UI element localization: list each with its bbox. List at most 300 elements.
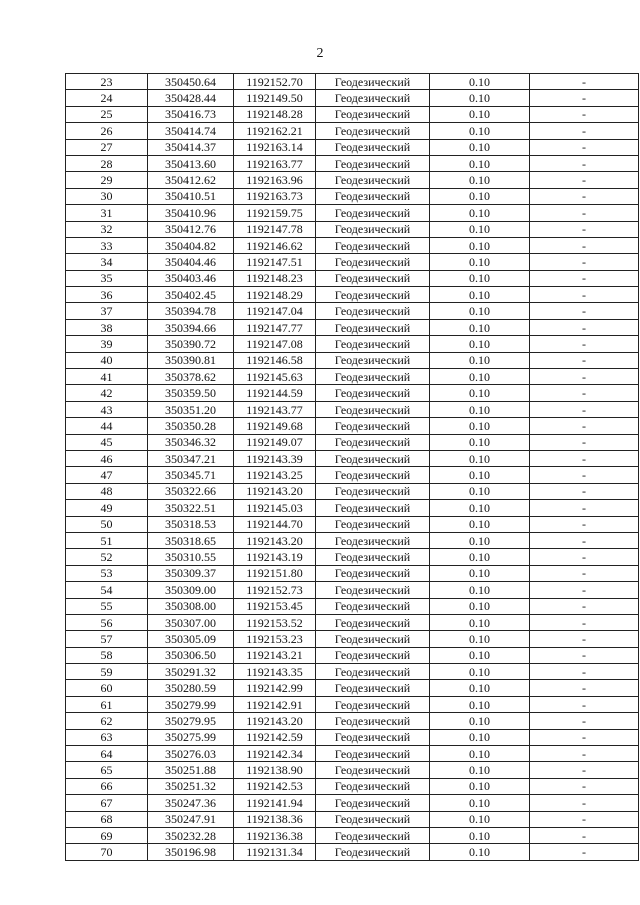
x-coordinate-cell: 350276.03: [148, 746, 234, 762]
x-coordinate-cell: 350410.51: [148, 188, 234, 204]
description-cell: -: [530, 221, 639, 237]
y-coordinate-cell: 1192162.21: [234, 123, 316, 139]
y-coordinate-cell: 1192159.75: [234, 205, 316, 221]
point-number-cell: 60: [66, 680, 148, 696]
y-coordinate-cell: 1192144.70: [234, 516, 316, 532]
x-coordinate-cell: 350414.37: [148, 139, 234, 155]
point-number-cell: 36: [66, 287, 148, 303]
accuracy-cell: 0.10: [430, 270, 530, 286]
table-row: [66, 205, 639, 221]
x-coordinate-cell: 350428.44: [148, 90, 234, 106]
point-number-cell: 23: [66, 74, 148, 90]
x-coordinate-cell: 350196.98: [148, 844, 234, 860]
point-number-cell: 28: [66, 155, 148, 171]
y-coordinate-cell: 1192152.70: [234, 74, 316, 90]
x-coordinate-cell: 350251.88: [148, 762, 234, 778]
description-cell: -: [530, 467, 639, 483]
x-coordinate-cell: 350307.00: [148, 614, 234, 630]
point-number-cell: 51: [66, 532, 148, 548]
accuracy-cell: 0.10: [430, 303, 530, 319]
accuracy-cell: 0.10: [430, 795, 530, 811]
x-coordinate-cell: 350347.21: [148, 450, 234, 466]
description-cell: -: [530, 729, 639, 745]
y-coordinate-cell: 1192143.19: [234, 549, 316, 565]
description-cell: -: [530, 237, 639, 253]
x-coordinate-cell: 350309.37: [148, 565, 234, 581]
point-number-cell: 58: [66, 647, 148, 663]
x-coordinate-cell: 350410.96: [148, 205, 234, 221]
method-cell: Геодезический: [316, 598, 430, 614]
x-coordinate-cell: 350279.99: [148, 696, 234, 712]
description-cell: -: [530, 696, 639, 712]
y-coordinate-cell: 1192141.94: [234, 795, 316, 811]
description-cell: -: [530, 369, 639, 385]
method-cell: Геодезический: [316, 385, 430, 401]
point-number-cell: 26: [66, 123, 148, 139]
description-cell: -: [530, 90, 639, 106]
method-cell: Геодезический: [316, 696, 430, 712]
table-row: [66, 90, 639, 106]
accuracy-cell: 0.10: [430, 205, 530, 221]
method-cell: Геодезический: [316, 778, 430, 794]
accuracy-cell: 0.10: [430, 516, 530, 532]
method-cell: Геодезический: [316, 844, 430, 860]
x-coordinate-cell: 350280.59: [148, 680, 234, 696]
accuracy-cell: 0.10: [430, 434, 530, 450]
table-row: [66, 418, 639, 434]
method-cell: Геодезический: [316, 483, 430, 499]
table-row: [66, 614, 639, 630]
method-cell: Геодезический: [316, 155, 430, 171]
table-row: [66, 713, 639, 729]
x-coordinate-cell: 350308.00: [148, 598, 234, 614]
point-number-cell: 65: [66, 762, 148, 778]
y-coordinate-cell: 1192143.20: [234, 713, 316, 729]
method-cell: Геодезический: [316, 647, 430, 663]
x-coordinate-cell: 350403.46: [148, 270, 234, 286]
accuracy-cell: 0.10: [430, 746, 530, 762]
y-coordinate-cell: 1192147.04: [234, 303, 316, 319]
accuracy-cell: 0.10: [430, 631, 530, 647]
table-row: [66, 680, 639, 696]
point-number-cell: 43: [66, 401, 148, 417]
accuracy-cell: 0.10: [430, 664, 530, 680]
x-coordinate-cell: 350378.62: [148, 369, 234, 385]
method-cell: Геодезический: [316, 532, 430, 548]
method-cell: Геодезический: [316, 336, 430, 352]
table-row: [66, 532, 639, 548]
table-row: [66, 336, 639, 352]
method-cell: Геодезический: [316, 664, 430, 680]
description-cell: -: [530, 205, 639, 221]
accuracy-cell: 0.10: [430, 827, 530, 843]
y-coordinate-cell: 1192142.59: [234, 729, 316, 745]
description-cell: -: [530, 516, 639, 532]
y-coordinate-cell: 1192143.25: [234, 467, 316, 483]
description-cell: -: [530, 401, 639, 417]
accuracy-cell: 0.10: [430, 188, 530, 204]
description-cell: -: [530, 647, 639, 663]
x-coordinate-cell: 350350.28: [148, 418, 234, 434]
table-row: [66, 746, 639, 762]
table-row: [66, 254, 639, 270]
accuracy-cell: 0.10: [430, 778, 530, 794]
table-row: [66, 155, 639, 171]
y-coordinate-cell: 1192143.21: [234, 647, 316, 663]
table-row: [66, 139, 639, 155]
description-cell: -: [530, 254, 639, 270]
point-number-cell: 40: [66, 352, 148, 368]
table-row: [66, 582, 639, 598]
page-number: 2: [316, 46, 324, 61]
accuracy-cell: 0.10: [430, 401, 530, 417]
method-cell: Геодезический: [316, 582, 430, 598]
point-number-cell: 24: [66, 90, 148, 106]
method-cell: Геодезический: [316, 352, 430, 368]
accuracy-cell: 0.10: [430, 352, 530, 368]
x-coordinate-cell: 350247.36: [148, 795, 234, 811]
y-coordinate-cell: 1192142.91: [234, 696, 316, 712]
point-number-cell: 50: [66, 516, 148, 532]
method-cell: Геодезический: [316, 450, 430, 466]
x-coordinate-cell: 350232.28: [148, 827, 234, 843]
description-cell: -: [530, 680, 639, 696]
point-number-cell: 44: [66, 418, 148, 434]
point-number-cell: 49: [66, 500, 148, 516]
y-coordinate-cell: 1192142.99: [234, 680, 316, 696]
point-number-cell: 27: [66, 139, 148, 155]
description-cell: -: [530, 385, 639, 401]
y-coordinate-cell: 1192147.08: [234, 336, 316, 352]
point-number-cell: 46: [66, 450, 148, 466]
accuracy-cell: 0.10: [430, 139, 530, 155]
description-cell: -: [530, 598, 639, 614]
description-cell: -: [530, 614, 639, 630]
method-cell: Геодезический: [316, 631, 430, 647]
method-cell: Геодезический: [316, 614, 430, 630]
y-coordinate-cell: 1192146.62: [234, 237, 316, 253]
accuracy-cell: 0.10: [430, 549, 530, 565]
table-row: [66, 467, 639, 483]
accuracy-cell: 0.10: [430, 762, 530, 778]
point-number-cell: 31: [66, 205, 148, 221]
table-row: [66, 123, 639, 139]
y-coordinate-cell: 1192163.77: [234, 155, 316, 171]
description-cell: -: [530, 811, 639, 827]
x-coordinate-cell: 350402.45: [148, 287, 234, 303]
point-number-cell: 42: [66, 385, 148, 401]
method-cell: Геодезический: [316, 713, 430, 729]
y-coordinate-cell: 1192147.78: [234, 221, 316, 237]
x-coordinate-cell: 350450.64: [148, 74, 234, 90]
x-coordinate-cell: 350394.78: [148, 303, 234, 319]
method-cell: Геодезический: [316, 287, 430, 303]
table-row: [66, 106, 639, 122]
y-coordinate-cell: 1192153.52: [234, 614, 316, 630]
accuracy-cell: 0.10: [430, 483, 530, 499]
accuracy-cell: 0.10: [430, 74, 530, 90]
method-cell: Геодезический: [316, 205, 430, 221]
description-cell: -: [530, 319, 639, 335]
table-row: [66, 598, 639, 614]
x-coordinate-cell: 350247.91: [148, 811, 234, 827]
y-coordinate-cell: 1192153.45: [234, 598, 316, 614]
y-coordinate-cell: 1192142.53: [234, 778, 316, 794]
y-coordinate-cell: 1192145.03: [234, 500, 316, 516]
point-number-cell: 55: [66, 598, 148, 614]
description-cell: -: [530, 450, 639, 466]
description-cell: -: [530, 500, 639, 516]
accuracy-cell: 0.10: [430, 614, 530, 630]
x-coordinate-cell: 350322.66: [148, 483, 234, 499]
method-cell: Геодезический: [316, 500, 430, 516]
point-number-cell: 45: [66, 434, 148, 450]
x-coordinate-cell: 350309.00: [148, 582, 234, 598]
table-row: [66, 811, 639, 827]
method-cell: Геодезический: [316, 549, 430, 565]
accuracy-cell: 0.10: [430, 532, 530, 548]
x-coordinate-cell: 350305.09: [148, 631, 234, 647]
accuracy-cell: 0.10: [430, 385, 530, 401]
point-number-cell: 64: [66, 746, 148, 762]
table-row: [66, 778, 639, 794]
method-cell: Геодезический: [316, 434, 430, 450]
y-coordinate-cell: 1192138.90: [234, 762, 316, 778]
x-coordinate-cell: 350394.66: [148, 319, 234, 335]
table-row: [66, 188, 639, 204]
method-cell: Геодезический: [316, 729, 430, 745]
method-cell: Геодезический: [316, 811, 430, 827]
x-coordinate-cell: 350390.72: [148, 336, 234, 352]
table-row: [66, 450, 639, 466]
point-number-cell: 33: [66, 237, 148, 253]
y-coordinate-cell: 1192151.80: [234, 565, 316, 581]
accuracy-cell: 0.10: [430, 729, 530, 745]
description-cell: -: [530, 418, 639, 434]
description-cell: -: [530, 631, 639, 647]
description-cell: -: [530, 795, 639, 811]
accuracy-cell: 0.10: [430, 467, 530, 483]
method-cell: Геодезический: [316, 237, 430, 253]
accuracy-cell: 0.10: [430, 221, 530, 237]
description-cell: -: [530, 352, 639, 368]
method-cell: Геодезический: [316, 188, 430, 204]
y-coordinate-cell: 1192131.34: [234, 844, 316, 860]
accuracy-cell: 0.10: [430, 336, 530, 352]
table-row: [66, 696, 639, 712]
accuracy-cell: 0.10: [430, 696, 530, 712]
method-cell: Геодезический: [316, 762, 430, 778]
point-number-cell: 56: [66, 614, 148, 630]
description-cell: -: [530, 303, 639, 319]
point-number-cell: 48: [66, 483, 148, 499]
point-number-cell: 37: [66, 303, 148, 319]
point-number-cell: 25: [66, 106, 148, 122]
point-number-cell: 32: [66, 221, 148, 237]
method-cell: Геодезический: [316, 401, 430, 417]
table-row: [66, 270, 639, 286]
description-cell: -: [530, 270, 639, 286]
point-number-cell: 59: [66, 664, 148, 680]
table-row: [66, 565, 639, 581]
description-cell: -: [530, 565, 639, 581]
description-cell: -: [530, 827, 639, 843]
table-row: [66, 172, 639, 188]
accuracy-cell: 0.10: [430, 450, 530, 466]
method-cell: Геодезический: [316, 106, 430, 122]
table-row: [66, 287, 639, 303]
point-number-cell: 67: [66, 795, 148, 811]
description-cell: -: [530, 188, 639, 204]
point-number-cell: 62: [66, 713, 148, 729]
x-coordinate-cell: 350413.60: [148, 155, 234, 171]
table-row: [66, 369, 639, 385]
accuracy-cell: 0.10: [430, 319, 530, 335]
y-coordinate-cell: 1192163.96: [234, 172, 316, 188]
description-cell: -: [530, 287, 639, 303]
x-coordinate-cell: 350412.76: [148, 221, 234, 237]
x-coordinate-cell: 350404.82: [148, 237, 234, 253]
accuracy-cell: 0.10: [430, 598, 530, 614]
point-number-cell: 53: [66, 565, 148, 581]
y-coordinate-cell: 1192148.23: [234, 270, 316, 286]
x-coordinate-cell: 350414.74: [148, 123, 234, 139]
point-number-cell: 38: [66, 319, 148, 335]
x-coordinate-cell: 350404.46: [148, 254, 234, 270]
table-row: [66, 483, 639, 499]
y-coordinate-cell: 1192153.23: [234, 631, 316, 647]
y-coordinate-cell: 1192142.34: [234, 746, 316, 762]
table-row: [66, 827, 639, 843]
x-coordinate-cell: 350416.73: [148, 106, 234, 122]
description-cell: -: [530, 582, 639, 598]
point-number-cell: 47: [66, 467, 148, 483]
y-coordinate-cell: 1192147.77: [234, 319, 316, 335]
method-cell: Геодезический: [316, 467, 430, 483]
description-cell: -: [530, 139, 639, 155]
method-cell: Геодезический: [316, 418, 430, 434]
accuracy-cell: 0.10: [430, 254, 530, 270]
description-cell: -: [530, 483, 639, 499]
table-row: [66, 664, 639, 680]
y-coordinate-cell: 1192163.73: [234, 188, 316, 204]
accuracy-cell: 0.10: [430, 123, 530, 139]
table-row: [66, 237, 639, 253]
table-row: [66, 221, 639, 237]
table-row: [66, 352, 639, 368]
point-number-cell: 52: [66, 549, 148, 565]
x-coordinate-cell: 350279.95: [148, 713, 234, 729]
method-cell: Геодезический: [316, 303, 430, 319]
y-coordinate-cell: 1192149.50: [234, 90, 316, 106]
description-cell: -: [530, 434, 639, 450]
method-cell: Геодезический: [316, 565, 430, 581]
point-number-cell: 39: [66, 336, 148, 352]
y-coordinate-cell: 1192143.39: [234, 450, 316, 466]
y-coordinate-cell: 1192148.28: [234, 106, 316, 122]
x-coordinate-cell: 350345.71: [148, 467, 234, 483]
x-coordinate-cell: 350318.65: [148, 532, 234, 548]
description-cell: -: [530, 844, 639, 860]
point-number-cell: 35: [66, 270, 148, 286]
accuracy-cell: 0.10: [430, 155, 530, 171]
method-cell: Геодезический: [316, 172, 430, 188]
description-cell: -: [530, 106, 639, 122]
description-cell: -: [530, 778, 639, 794]
y-coordinate-cell: 1192143.35: [234, 664, 316, 680]
accuracy-cell: 0.10: [430, 90, 530, 106]
point-number-cell: 61: [66, 696, 148, 712]
point-number-cell: 41: [66, 369, 148, 385]
coordinates-table-body: [66, 74, 639, 861]
method-cell: Геодезический: [316, 90, 430, 106]
y-coordinate-cell: 1192143.20: [234, 532, 316, 548]
y-coordinate-cell: 1192145.63: [234, 369, 316, 385]
table-row: [66, 319, 639, 335]
accuracy-cell: 0.10: [430, 680, 530, 696]
table-row: [66, 303, 639, 319]
method-cell: Геодезический: [316, 516, 430, 532]
description-cell: -: [530, 762, 639, 778]
accuracy-cell: 0.10: [430, 369, 530, 385]
description-cell: -: [530, 172, 639, 188]
method-cell: Геодезический: [316, 680, 430, 696]
description-cell: -: [530, 336, 639, 352]
table-row: [66, 795, 639, 811]
accuracy-cell: 0.10: [430, 811, 530, 827]
accuracy-cell: 0.10: [430, 844, 530, 860]
method-cell: Геодезический: [316, 139, 430, 155]
accuracy-cell: 0.10: [430, 106, 530, 122]
point-number-cell: 70: [66, 844, 148, 860]
y-coordinate-cell: 1192163.14: [234, 139, 316, 155]
accuracy-cell: 0.10: [430, 172, 530, 188]
point-number-cell: 66: [66, 778, 148, 794]
table-row: [66, 647, 639, 663]
accuracy-cell: 0.10: [430, 418, 530, 434]
x-coordinate-cell: 350390.81: [148, 352, 234, 368]
y-coordinate-cell: 1192138.36: [234, 811, 316, 827]
accuracy-cell: 0.10: [430, 582, 530, 598]
x-coordinate-cell: 350306.50: [148, 647, 234, 663]
description-cell: -: [530, 664, 639, 680]
x-coordinate-cell: 350251.32: [148, 778, 234, 794]
table-row: [66, 549, 639, 565]
y-coordinate-cell: 1192143.20: [234, 483, 316, 499]
description-cell: -: [530, 713, 639, 729]
accuracy-cell: 0.10: [430, 713, 530, 729]
accuracy-cell: 0.10: [430, 647, 530, 663]
method-cell: Геодезический: [316, 319, 430, 335]
description-cell: -: [530, 155, 639, 171]
x-coordinate-cell: 350310.55: [148, 549, 234, 565]
table-row: [66, 500, 639, 516]
method-cell: Геодезический: [316, 270, 430, 286]
point-number-cell: 68: [66, 811, 148, 827]
method-cell: Геодезический: [316, 795, 430, 811]
table-row: [66, 385, 639, 401]
accuracy-cell: 0.10: [430, 565, 530, 581]
x-coordinate-cell: 350322.51: [148, 500, 234, 516]
y-coordinate-cell: 1192148.29: [234, 287, 316, 303]
x-coordinate-cell: 350318.53: [148, 516, 234, 532]
table-row: [66, 74, 639, 90]
point-number-cell: 54: [66, 582, 148, 598]
x-coordinate-cell: 350359.50: [148, 385, 234, 401]
description-cell: -: [530, 746, 639, 762]
accuracy-cell: 0.10: [430, 287, 530, 303]
table-row: [66, 762, 639, 778]
